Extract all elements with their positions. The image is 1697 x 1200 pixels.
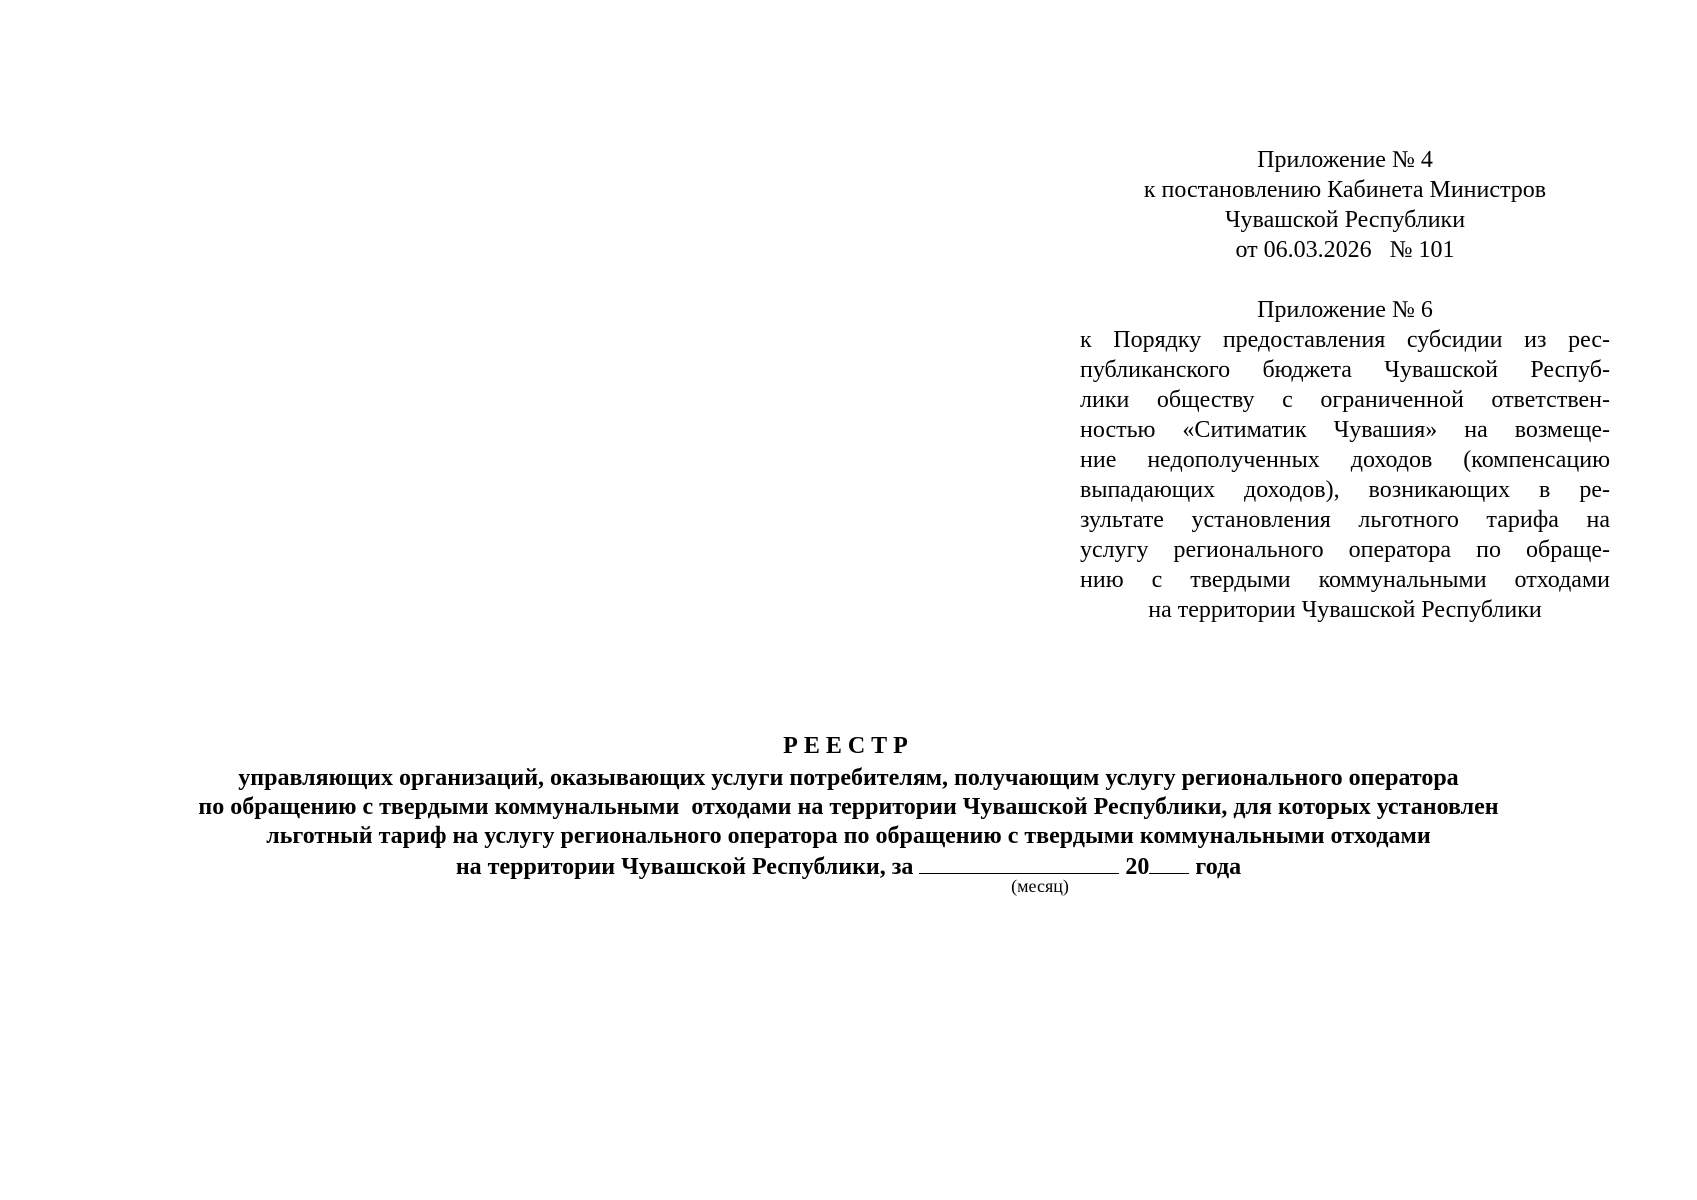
registry-subtitle-line: управляющих организаций, оказывающих услуги потребителям, получающим услугу регионального оператора: [238, 765, 1459, 791]
appendix-6-line: лики обществу с ограниченной ответствен-: [1080, 387, 1610, 413]
appendix-4-date-number: от 06.03.2026 № 101: [1235, 237, 1455, 263]
appendix-6-line: к Порядку предоставления субсидии из рес-: [1080, 327, 1610, 353]
year-prefix: 20: [1125, 854, 1150, 880]
month-caption: (месяц): [1011, 876, 1069, 896]
year-blank-field: [1149, 851, 1189, 874]
registry-subtitle-line: по обращению с твердыми коммунальными отходами на территории Чувашской Республики, для которых установлен: [198, 794, 1499, 820]
appendix-6-last-line: на территории Чувашской Республики: [1148, 597, 1542, 623]
appendix-6-block: [1080, 295, 1610, 625]
appendix-4-reference: к постановлению Кабинета Министров: [1143, 177, 1547, 203]
appendix-6-title: Приложение № 6: [1257, 297, 1433, 323]
appendix-4-republic: Чувашской Республики: [1224, 207, 1466, 233]
registry-title-block: [60, 732, 1637, 882]
appendix-4-block: [1080, 145, 1610, 265]
registry-period-prefix: на территории Чувашской Республики, за: [455, 854, 914, 880]
registry-period-suffix: года: [1195, 854, 1242, 880]
registry-heading: РЕЕСТР: [783, 733, 914, 759]
month-blank-field: [919, 851, 1119, 874]
registry-subtitle-line: льготный тариф на услугу регионального оператора по обращению с твердыми коммунальными отходами: [266, 823, 1431, 849]
appendix-6-line: ностью «Ситиматик Чувашия» на возмеще-: [1080, 417, 1610, 443]
appendix-6-line: зультате установления льготного тарифа на: [1080, 507, 1610, 533]
appendix-6-line: ние недополученных доходов (компенсацию: [1080, 447, 1610, 473]
appendix-6-line: выпадающих доходов), возникающих в ре-: [1080, 477, 1610, 503]
appendix-4-title: Приложение № 4: [1257, 147, 1433, 173]
appendix-6-line: услугу регионального оператора по обраще-: [1080, 537, 1610, 563]
registry-period-line: [60, 851, 1637, 882]
appendix-6-line: публиканского бюджета Чувашской Респуб-: [1080, 357, 1610, 383]
appendix-6-line: нию с твердыми коммунальными отходами: [1080, 567, 1610, 593]
